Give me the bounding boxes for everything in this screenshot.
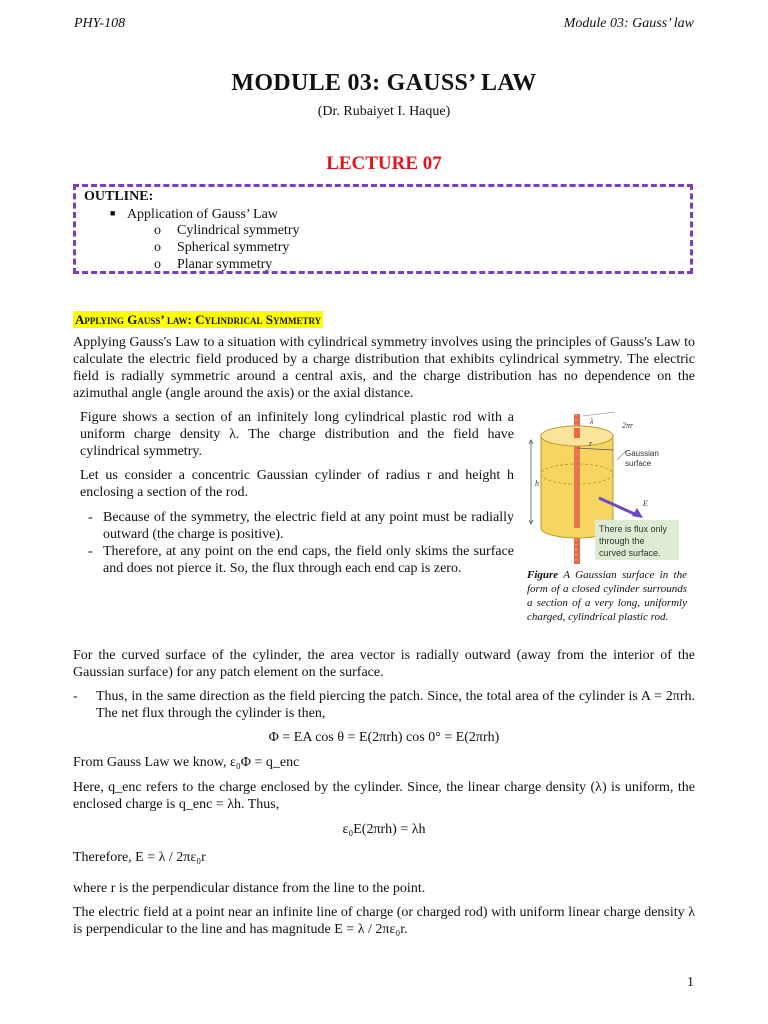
figure-paragraph-2: Let us consider a concentric Gaussian cylinder of radius r and height h enclosing a section of the rod. <box>80 468 514 500</box>
outline-item <box>110 205 278 223</box>
flux-note-line: There is flux only <box>599 524 668 534</box>
surface-label: surface <box>625 459 652 468</box>
lecture-title: LECTURE 07 <box>326 153 442 174</box>
field-label: E <box>643 499 648 508</box>
page-title: MODULE 03: GAUSS’ LAW <box>231 70 537 96</box>
flux-equation: Φ = EA cos θ = E(2πrh) cos 0° = E(2πrh) <box>268 730 500 745</box>
circumference-label: 2πr <box>622 421 634 430</box>
lambda-label: λ <box>590 417 594 426</box>
section-heading <box>73 311 323 329</box>
outline-subitem <box>154 222 299 239</box>
gauss-law-line: From Gauss Law we know, ε₀Φ = q_enc <box>73 755 300 770</box>
height-label: h <box>535 479 539 488</box>
circle-bullet-icon: o <box>154 240 161 255</box>
thus-paragraph-text: Thus, in the same direction as the field piercing the patch. Since, the total area of the cylinder is A = 2πrh. The net flux through the cylinder is then, <box>96 689 695 721</box>
dash-icon: - <box>88 510 93 525</box>
figure-paragraph-1: Figure shows a section of an infinitely long cylindrical plastic rod with a uniform charge density λ. The charge distribution and the field have cylindrical symmetry. <box>80 410 514 459</box>
bullet-2 <box>80 543 514 577</box>
outline-subitem-label: Planar symmetry <box>177 257 273 272</box>
gaussian-cylinder-figure <box>527 410 692 565</box>
dash-icon: - <box>88 544 93 559</box>
figure-caption-label: Figure <box>527 569 559 581</box>
intro-paragraph: Applying Gauss's Law to a situation with cylindrical symmetry involves using the principles of Gauss's Law to calculate the electric field produced by a charge distribution that exhibits cylindrical symmetry. The electric field is radially symmetric around a central axis, and the charge distribution has no dependence on the azimuthal angle (angle around the axis) or the axial distance. <box>73 335 695 401</box>
outline-subitem <box>154 239 289 256</box>
header-left: PHY-108 <box>74 16 126 31</box>
gaussian-label: Gaussian <box>625 449 659 458</box>
flux-note-line: curved surface. <box>599 548 661 558</box>
section-heading-text: Applying Gauss’ law: Cylindrical Symmetry <box>75 312 322 327</box>
header-right: Module 03: Gauss’ law <box>563 16 694 31</box>
figure-caption <box>527 568 687 624</box>
outline-item-label: Application of Gauss’ Law <box>126 207 278 222</box>
page-number: 1 <box>687 975 694 990</box>
curved-surface-paragraph: For the curved surface of the cylinder, the area vector is radially outward (away from the interior of the Gaussian surface) for any patch element on the surface. <box>73 648 695 680</box>
bullet-2-text: Therefore, at any point on the end caps, the field only skims the surface and does not pierce it. So, the flux through each end cap is zero. <box>103 544 514 576</box>
circle-bullet-icon: o <box>154 257 161 272</box>
flux-note-line: through the <box>599 536 645 546</box>
thus-paragraph <box>73 688 695 722</box>
outline-subitem-label: Cylindrical symmetry <box>177 223 300 238</box>
final-paragraph: The electric field at a point near an infinite line of charge (or charged rod) with uniform linear charge density λ is perpendicular to the line and has magnitude E = λ / 2πε₀r. <box>73 905 695 937</box>
figure-caption-text: A Gaussian surface in the form of a closed cylinder surrounds a section of a very long, uniformly charged, cylindrical plastic rod. <box>527 569 687 623</box>
circle-bullet-icon: o <box>154 223 161 238</box>
qenc-paragraph: Here, q_enc refers to the charge enclosed by the cylinder. Since, the linear charge density (λ) is uniform, the enclosed charge is q_enc = λh. Thus, <box>73 780 695 812</box>
therefore-line: Therefore, E = λ / 2πε₀r <box>73 850 206 865</box>
radius-label: r <box>589 439 593 448</box>
outline-heading: OUTLINE: <box>84 189 154 204</box>
bullet-icon: ■ <box>110 208 116 218</box>
where-paragraph: where r is the perpendicular distance from the line to the point. <box>73 881 426 896</box>
dash-icon: - <box>73 689 78 704</box>
outline-subitem <box>154 256 272 273</box>
outline-subitem-label: Spherical symmetry <box>177 240 290 255</box>
bullet-1 <box>80 509 514 543</box>
author: (Dr. Rubaiyet I. Haque) <box>317 104 451 119</box>
bullet-1-text: Because of the symmetry, the electric field at any point must be radially outward (the charge is positive). <box>103 510 514 542</box>
gauss-equation: ε₀E(2πrh) = λh <box>342 822 426 837</box>
